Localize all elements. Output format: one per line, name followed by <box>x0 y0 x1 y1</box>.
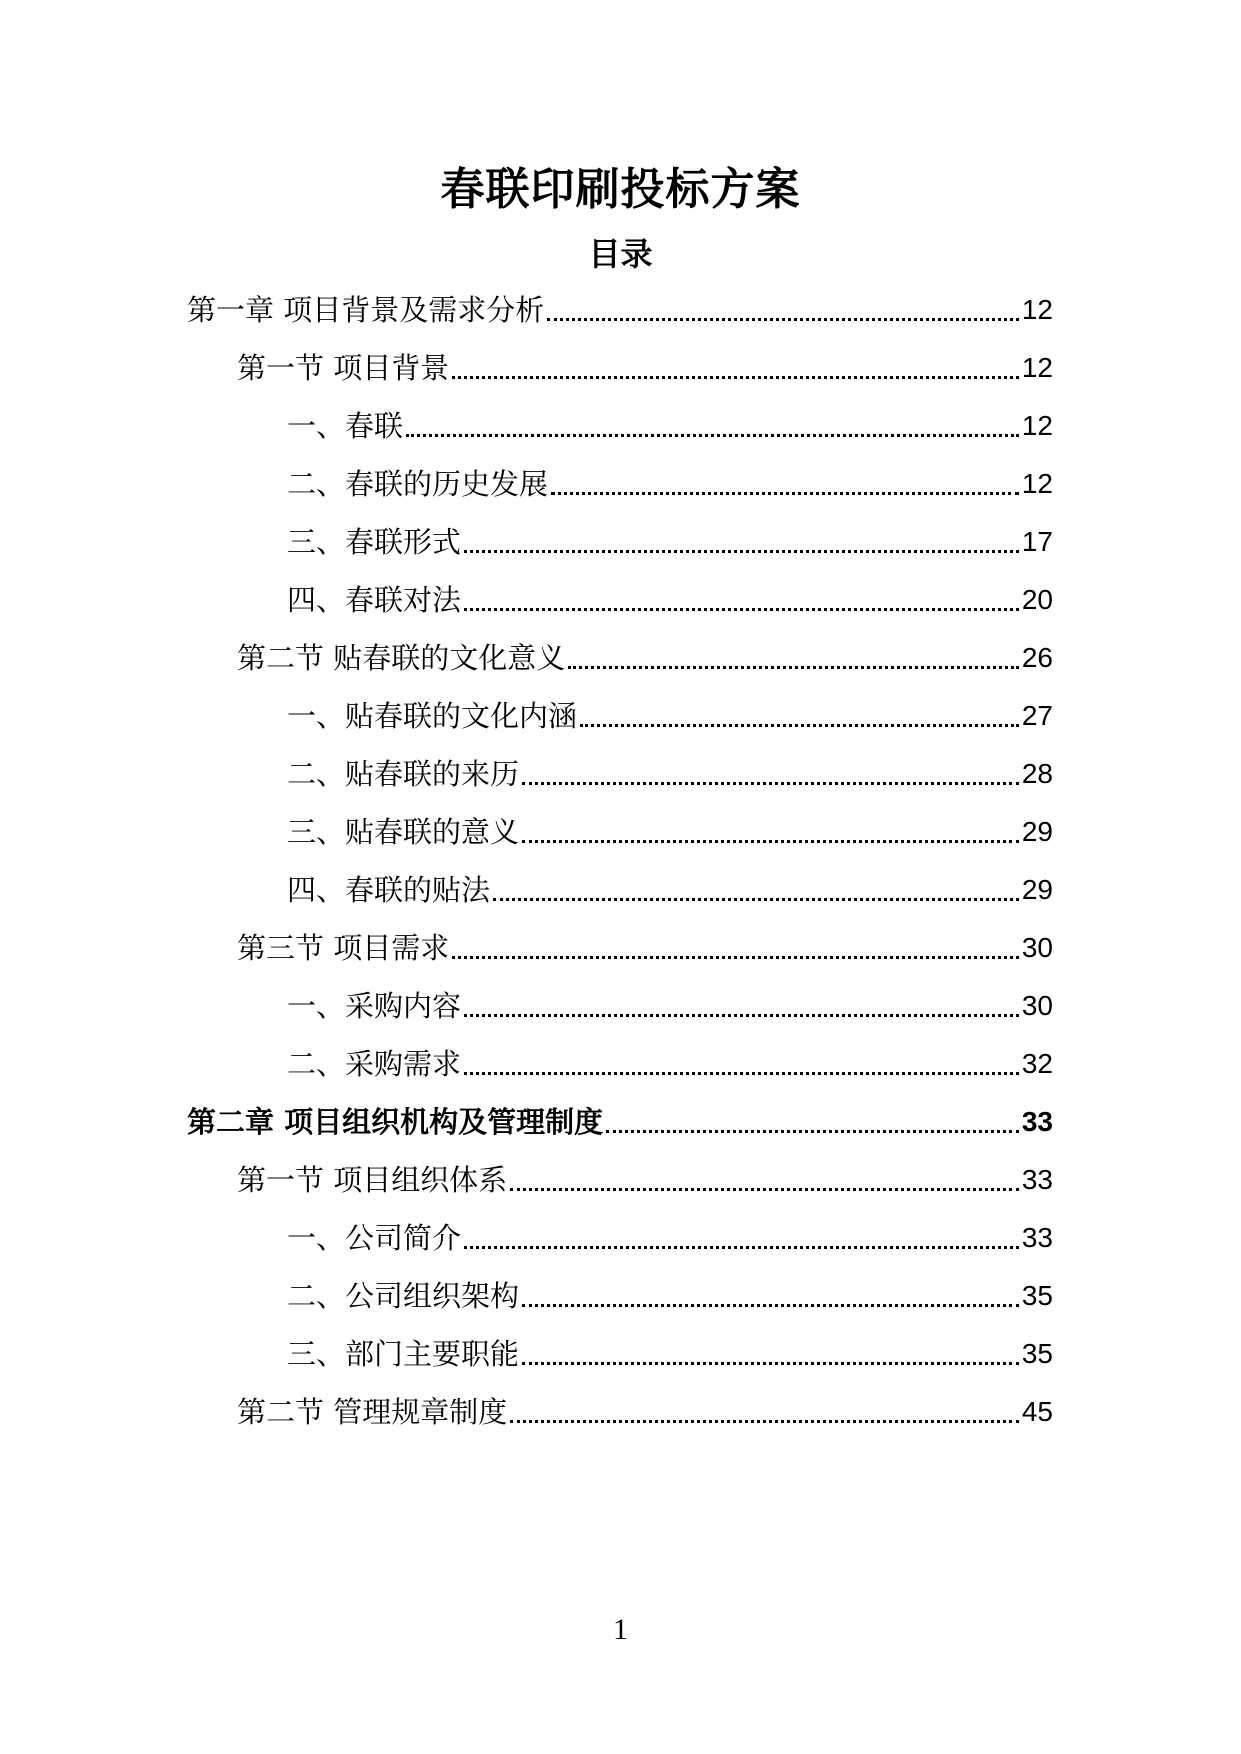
toc-entry-page: 35 <box>1021 1280 1053 1311</box>
toc-entry-page: 33 <box>1021 1106 1053 1137</box>
toc-entry-label: 第二章 项目组织机构及管理制度 <box>187 1105 604 1139</box>
toc-entry[interactable] <box>287 1334 1053 1374</box>
toc-leader-dots <box>522 1362 1019 1365</box>
toc-entry-label: 一、采购内容 <box>287 989 462 1023</box>
toc-entry-label: 第三节 项目需求 <box>237 931 450 965</box>
toc-entry[interactable] <box>287 754 1053 794</box>
toc-entry-label: 三、部门主要职能 <box>287 1337 520 1371</box>
toc-leader-dots <box>406 434 1019 437</box>
toc-entry-page: 28 <box>1021 758 1053 789</box>
toc-leader-dots <box>522 1304 1019 1307</box>
toc-entry-label: 第一节 项目背景 <box>237 351 450 385</box>
toc-entry[interactable] <box>187 290 1053 330</box>
toc-entry-page: 20 <box>1021 584 1053 615</box>
page-number: 1 <box>613 1613 628 1646</box>
toc-entry-label: 二、公司组织架构 <box>287 1279 520 1313</box>
toc-entry-page: 33 <box>1021 1222 1053 1253</box>
toc-entry-label: 第一节 项目组织体系 <box>237 1163 508 1197</box>
toc-entry-page: 29 <box>1021 874 1053 905</box>
document-title: 春联印刷投标方案 <box>440 164 801 215</box>
toc-entry[interactable] <box>287 406 1053 446</box>
toc-entry-page: 30 <box>1021 932 1053 963</box>
toc-entry-label: 第一章 项目背景及需求分析 <box>187 293 545 327</box>
toc-entry-page: 33 <box>1021 1164 1053 1195</box>
toc-entry[interactable] <box>237 1160 1053 1200</box>
toc-entry-page: 12 <box>1021 468 1053 499</box>
toc-entry-page: 26 <box>1021 642 1053 673</box>
toc-leader-dots <box>568 666 1019 669</box>
toc-entry[interactable] <box>287 464 1053 504</box>
toc-leader-dots <box>547 318 1019 321</box>
toc-entry-page: 12 <box>1021 352 1053 383</box>
toc-entry[interactable] <box>287 522 1053 562</box>
toc-leader-dots <box>606 1130 1019 1133</box>
toc-leader-dots <box>464 1014 1019 1017</box>
toc-entry[interactable] <box>237 1392 1053 1432</box>
toc-leader-dots <box>464 1246 1019 1249</box>
toc-entry[interactable] <box>287 580 1053 620</box>
toc-leader-dots <box>510 1188 1019 1191</box>
toc-leader-dots <box>464 608 1019 611</box>
toc-entry-label: 三、贴春联的意义 <box>287 815 520 849</box>
toc-entry-label: 一、贴春联的文化内涵 <box>287 699 578 733</box>
toc-entry-page: 29 <box>1021 816 1053 847</box>
toc-entry[interactable] <box>287 1218 1053 1258</box>
toc-entry-page: 17 <box>1021 526 1053 557</box>
toc-heading: 目录 <box>588 235 653 273</box>
toc-entry[interactable] <box>287 870 1053 910</box>
toc-entry-label: 二、春联的历史发展 <box>287 467 549 501</box>
toc-entry-label: 第二节 贴春联的文化意义 <box>237 641 566 675</box>
toc-leader-dots <box>580 724 1019 727</box>
toc-entry[interactable] <box>237 638 1053 678</box>
toc-entry[interactable] <box>237 348 1053 388</box>
toc-entry[interactable] <box>287 1044 1053 1084</box>
toc-entry[interactable] <box>287 696 1053 736</box>
toc-leader-dots <box>551 492 1019 495</box>
toc-entry[interactable] <box>287 812 1053 852</box>
toc-entry-page: 32 <box>1021 1048 1053 1079</box>
toc-entry-page: 12 <box>1021 294 1053 325</box>
toc-leader-dots <box>510 1420 1019 1423</box>
toc-entry-label: 二、采购需求 <box>287 1047 462 1081</box>
toc-leader-dots <box>452 376 1019 379</box>
toc-entry-label: 第二节 管理规章制度 <box>237 1395 508 1429</box>
toc-entry[interactable] <box>237 928 1053 968</box>
toc-leader-dots <box>522 782 1019 785</box>
toc-entry[interactable] <box>287 986 1053 1026</box>
toc-entry-label: 三、春联形式 <box>287 525 462 559</box>
toc-entry-page: 12 <box>1021 410 1053 441</box>
toc-leader-dots <box>493 898 1019 901</box>
toc-leader-dots <box>522 840 1019 843</box>
toc-entry-label: 二、贴春联的来历 <box>287 757 520 791</box>
toc-entry[interactable] <box>287 1276 1053 1316</box>
toc-entry-label: 四、春联的贴法 <box>287 873 491 907</box>
toc-entry-page: 35 <box>1021 1338 1053 1369</box>
toc-leader-dots <box>464 1072 1019 1075</box>
toc-entry-label: 四、春联对法 <box>287 583 462 617</box>
toc-entry-page: 27 <box>1021 700 1053 731</box>
toc-leader-dots <box>464 550 1019 553</box>
toc-entry-label: 一、春联 <box>287 409 404 443</box>
toc-entry[interactable] <box>187 1102 1053 1142</box>
toc-entry-page: 45 <box>1021 1396 1053 1427</box>
toc-leader-dots <box>452 956 1019 959</box>
toc-entry-label: 一、公司简介 <box>287 1221 462 1255</box>
toc-entry-page: 30 <box>1021 990 1053 1021</box>
